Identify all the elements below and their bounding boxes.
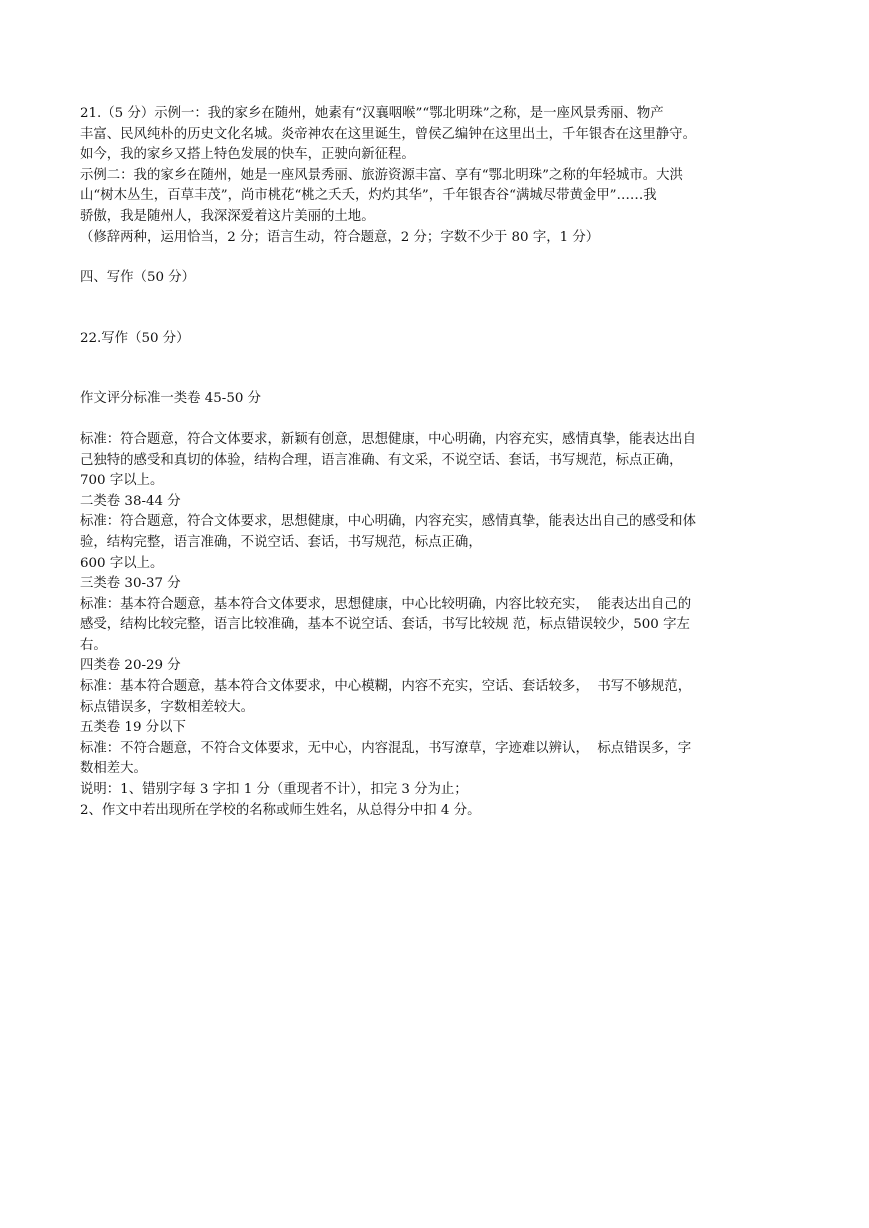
q21-line: 示例二：我的家乡在随州，她是一座风景秀丽、旅游资源丰富、享有“鄂北明珠”之称的年轻城市。大洪 (80, 167, 683, 183)
rubric-class-title: 二类卷 38-44 分 (80, 493, 181, 509)
rubric-line: 验，结构完整，语言准确，不说空话、套话，书写规范，标点正确， (80, 534, 482, 550)
rubric-class-5 (80, 718, 792, 780)
q21-scoring-note: （修辞两种，运用恰当，2 分；语言生动，符合题意，2 分；字数不少于 80 字，1 分） (80, 229, 600, 245)
rubric-line: 数相差大。 (80, 761, 147, 777)
q21-line: 如今，我的家乡又搭上特色发展的快车，正驶向新征程。 (80, 147, 415, 163)
rubric-line: 右。 (80, 637, 107, 653)
question-21 (80, 104, 792, 248)
rubric-note: 2、作文中若出现所在学校的名称或师生姓名，从总得分中扣 4 分。 (80, 802, 481, 818)
rubric-class-title: 五类卷 19 分以下 (80, 720, 186, 736)
rubric-class-3 (80, 574, 792, 656)
rubric-line: 标点错误多，字数相差较大。 (80, 699, 255, 715)
document-page (80, 104, 792, 821)
question-22-heading: 22.写作（50 分） (80, 330, 190, 346)
q21-line: 21.（5 分）示例一：我的家乡在随州，她素有“汉襄咽喉”“鄂北明珠”之称，是一座风景秀丽、物产 (80, 106, 664, 121)
section-4-heading: 四、写作（50 分） (80, 270, 196, 286)
rubric-line: 己独特的感受和真切的体验，结构合理，语言准确、有文采，不说空话、套话，书写规范，标点正确， (80, 452, 683, 468)
rubric-intro: 作文评分标准一类卷 45-50 分 (80, 391, 262, 407)
rubric-line: 标准：符合题意，符合文体要求，思想健康，中心明确，内容充实，感情真挚，能表达出自己的感受和体 (80, 514, 696, 530)
rubric-line: 标准：基本符合题意，基本符合文体要求，思想健康，中心比较明确，内容比较充实， 能表达出自己的 (80, 596, 692, 612)
rubric-class-title: 四类卷 20-29 分 (80, 658, 181, 674)
rubric-class-4 (80, 656, 792, 718)
q21-line: 骄傲，我是随州人，我深深爱着这片美丽的土地。 (80, 208, 375, 224)
rubric-line: 标准：符合题意，符合文体要求，新颖有创意，思想健康，中心明确，内容充实，感情真挚，能表达出自 (80, 431, 696, 447)
rubric-class-1 (80, 430, 792, 492)
rubric-class-title: 三类卷 30-37 分 (80, 576, 181, 592)
rubric-line: 标准：基本符合题意，基本符合文体要求，中心模糊，内容不充实，空话、套话较多， 书写不够规范， (80, 679, 692, 695)
rubric-line: 600 字以上。 (80, 555, 164, 571)
q21-line: 丰富、民风纯朴的历史文化名城。炎帝神农在这里诞生，曾侯乙编钟在这里出土，千年银杏在这里静守。 (80, 126, 696, 142)
rubric-class-2 (80, 492, 792, 574)
q21-line: 山“树木丛生，百草丰茂”，尚市桃花“桃之夭夭，灼灼其华”，千年银杏谷“满城尽带黄金甲”……我 (80, 188, 657, 204)
rubric-line: 感受，结构比较完整，语言比较准确，基本不说空话、套话，书写比较规 范，标点错误较少，500 字左 (80, 617, 690, 633)
rubric-note: 说明：1、错别字每 3 字扣 1 分（重现者不计），扣完 3 分为止； (80, 782, 468, 798)
rubric-line: 700 字以上。 (80, 473, 164, 489)
rubric-line: 标准：不符合题意，不符合文体要求，无中心，内容混乱，书写潦草，字迹难以辨认， 标点错误多，字 (80, 740, 692, 756)
